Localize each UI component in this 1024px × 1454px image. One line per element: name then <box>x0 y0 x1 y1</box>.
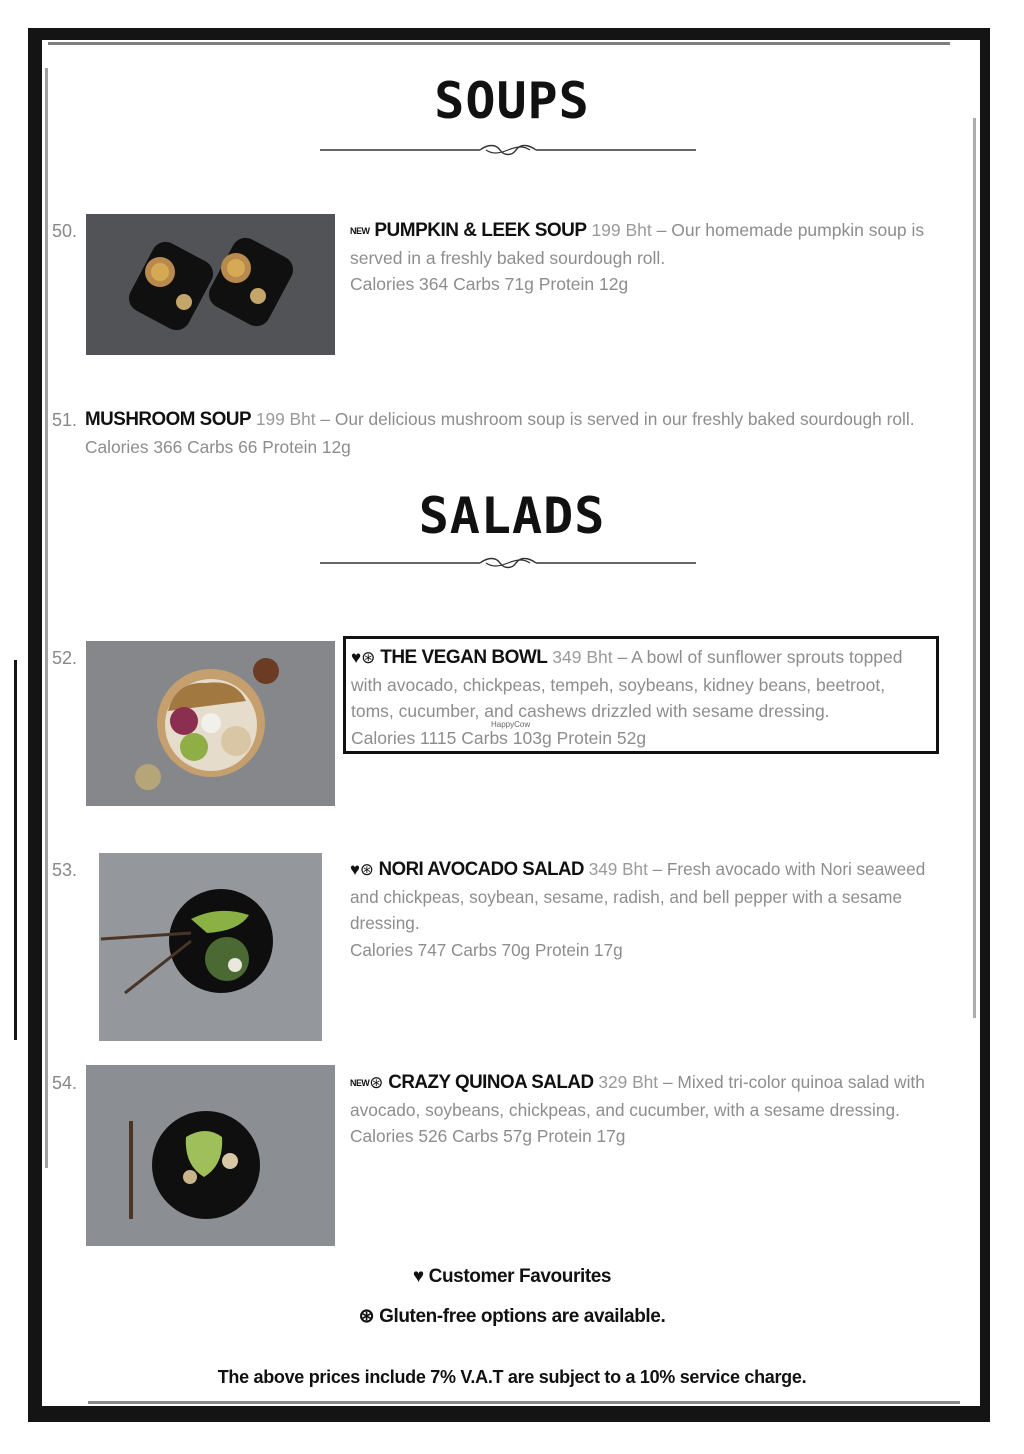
item-description: – Our delicious mushroom soup is served in our freshly baked sourdough roll. <box>320 409 915 429</box>
item-nutrition: Calories 526 Carbs 57g Protein 17g <box>350 1126 626 1146</box>
legend-favourites <box>0 1266 1024 1288</box>
legend-gluten-free-label: Gluten-free options are available. <box>379 1306 666 1327</box>
vegan-bowl-photo <box>86 641 335 806</box>
item-description: – Our homemade pumpkin soup is <box>656 220 925 240</box>
item-name: NORI AVOCADO SALAD <box>378 859 584 880</box>
item-nutrition: Calories 747 Carbs 70g Protein 17g <box>350 939 623 960</box>
gluten-free-icon: ⊛ <box>359 860 374 879</box>
item-name: CRAZY QUINOA SALAD <box>388 1072 594 1093</box>
item-description: – Fresh avocado with Nori seaweed <box>652 859 926 879</box>
item-number: 51. <box>52 410 78 430</box>
frame-top-stroke <box>48 42 950 45</box>
frame-bottom-stroke <box>88 1401 960 1404</box>
new-badge: NEW <box>350 226 370 236</box>
legend-favourites-label: Customer Favourites <box>428 1266 612 1287</box>
item-name: THE VEGAN BOWL <box>380 647 548 668</box>
frame-brush-stroke <box>984 1010 987 1230</box>
item-50-description <box>350 217 924 298</box>
watermark-text: HappyCow <box>491 720 531 729</box>
frame-right-stroke <box>973 118 976 1018</box>
legend-gluten-free <box>0 1305 1024 1328</box>
item-53-description <box>350 856 925 963</box>
item-name: MUSHROOM SOUP <box>85 409 252 430</box>
ornament-divider-icon <box>320 143 696 157</box>
ornament-divider-icon <box>320 556 696 570</box>
item-nutrition: Calories 364 Carbs 71g Protein 12g <box>350 274 629 294</box>
item-description: served in a freshly baked sourdough roll. <box>350 247 666 268</box>
item-description: avocado, soybeans, chickpeas, and cucumber, with a sesame dressing. <box>350 1099 900 1120</box>
frame-left-edge <box>28 28 42 1422</box>
item-name: PUMPKIN & LEEK SOUP <box>374 220 587 241</box>
service-charge-note: The above prices include 7% V.A.T are subject to a 10% service charge. <box>217 1367 807 1387</box>
nori-salad-photo <box>99 853 322 1041</box>
frame-left-stroke <box>45 68 48 1168</box>
item-price: 199 Bht <box>591 220 652 240</box>
heart-icon: ♥ <box>412 1266 424 1287</box>
quinoa-salad-photo <box>86 1065 335 1246</box>
item-price: 349 Bht <box>588 859 648 879</box>
heart-icon: ♥ <box>350 860 360 879</box>
section-title-salads: SALADS <box>418 487 606 545</box>
frame-brush-stroke <box>14 660 17 1040</box>
item-description: and chickpeas, soybean, sesame, radish, and bell pepper with a sesame <box>350 886 902 907</box>
item-description: – Mixed tri-color quinoa salad with <box>662 1072 925 1092</box>
item-description: – A bowl of sunflower sprouts topped <box>617 647 903 667</box>
two-soup-bread-bowls-photo <box>86 214 335 355</box>
new-badge: NEW <box>350 1078 370 1088</box>
gluten-free-icon: ⊛ <box>361 648 376 667</box>
item-price: 349 Bht <box>552 647 613 667</box>
item-number: 50. <box>52 221 78 241</box>
item-51-description <box>85 406 915 460</box>
item-number: 54. <box>52 1073 78 1093</box>
item-nutrition: Calories 366 Carbs 66 Protein 12g <box>85 436 351 457</box>
item-54-description <box>350 1069 925 1150</box>
item-description: toms, cucumber, and cashews drizzled with sesame dressing. <box>351 701 830 721</box>
item-number: 53. <box>52 860 78 880</box>
item-52-description <box>351 644 903 751</box>
item-nutrition: Calories 1115 Carbs 103g Protein 52g <box>351 727 647 748</box>
gluten-free-icon: ⊛ <box>369 1073 384 1092</box>
item-number: 52. <box>52 648 78 668</box>
item-price: 329 Bht <box>598 1072 659 1092</box>
item-price: 199 Bht <box>255 409 316 429</box>
item-description: dressing. <box>350 913 420 933</box>
item-description: with avocado, chickpeas, tempeh, soybeans, kidney beans, beetroot, <box>351 674 886 695</box>
gluten-free-icon: ⊛ <box>358 1306 375 1327</box>
section-title-soups: SOUPS <box>434 72 590 130</box>
frame-top-edge <box>28 28 990 40</box>
heart-icon: ♥ <box>351 648 362 667</box>
frame-bottom-edge <box>28 1406 990 1422</box>
